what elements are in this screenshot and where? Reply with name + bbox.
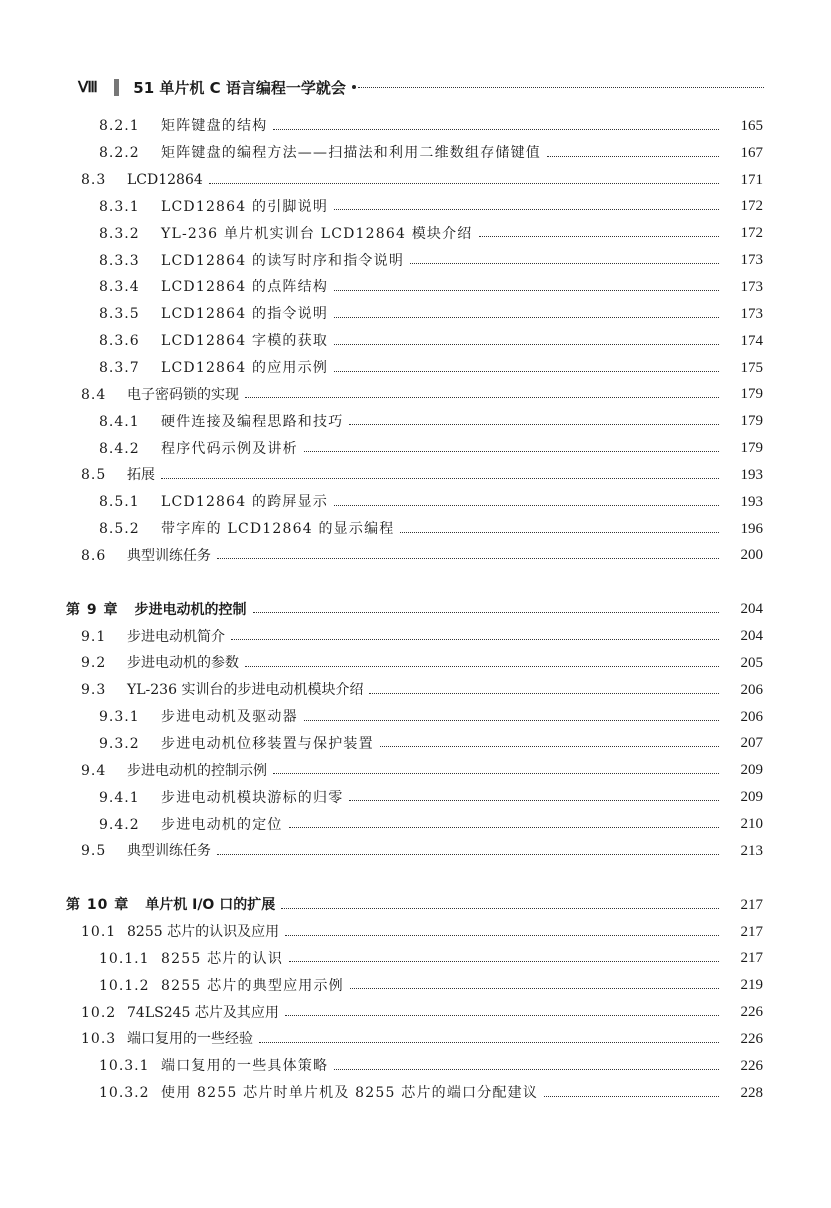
toc-entry-page: 172 — [740, 225, 763, 242]
toc-entry-page: 175 — [740, 359, 763, 376]
toc-entry-title: 矩阵键盘的结构 — [161, 118, 268, 135]
toc-entry-page: 226 — [740, 1030, 763, 1047]
toc-entry-title: 8255 芯片的认识 — [161, 950, 284, 967]
toc-entry-number: 10.3 — [81, 1031, 117, 1048]
chapter-spacer — [0, 569, 831, 596]
dot-leader — [245, 666, 719, 667]
toc-entry-number: 8.3.6 — [99, 333, 140, 350]
dot-leader — [349, 424, 719, 425]
header-bullet-dot — [352, 85, 356, 89]
toc-entry-page: 226 — [740, 1057, 763, 1074]
toc-section-entry[interactable] — [0, 623, 831, 650]
toc-section-entry[interactable] — [0, 381, 831, 408]
toc-entry-title: LCD12864 字模的获取 — [161, 333, 329, 350]
toc-entry-title: 步进电动机及驱动器 — [161, 709, 298, 726]
table-of-contents — [0, 113, 831, 1107]
dot-leader — [479, 236, 719, 237]
toc-entry-title: YL-236 实训台的步进电动机模块介绍 — [127, 682, 364, 699]
toc-entry-title: 带字库的 LCD12864 的显示编程 — [161, 521, 395, 538]
toc-section-entry[interactable] — [0, 167, 831, 194]
toc-subsection-entry[interactable] — [0, 140, 831, 167]
toc-entry-page: 219 — [740, 977, 763, 994]
dot-leader — [400, 532, 719, 533]
toc-entry-title: 典型训练任务 — [127, 843, 211, 860]
book-title: 51 单片机 C 语言编程一学就会 — [133, 78, 346, 97]
toc-entry-number: 9.4.1 — [99, 789, 140, 806]
toc-entry-title: 8255 芯片的典型应用示例 — [161, 977, 344, 994]
toc-section-entry[interactable] — [0, 757, 831, 784]
dot-leader — [369, 693, 719, 694]
dot-leader — [273, 129, 719, 130]
toc-entry-number: 9.1 — [81, 628, 107, 645]
toc-entry-title: 使用 8255 芯片时单片机及 8255 芯片的端口分配建议 — [161, 1085, 539, 1102]
toc-section-entry[interactable] — [0, 462, 831, 489]
toc-subsection-entry[interactable] — [0, 704, 831, 731]
running-header — [78, 75, 764, 99]
toc-subsection-entry[interactable] — [0, 355, 831, 382]
toc-entry-number: 9.3 — [81, 682, 107, 699]
toc-entry-page: 193 — [740, 493, 763, 510]
toc-entry-page: 213 — [740, 842, 763, 859]
toc-subsection-entry[interactable] — [0, 113, 831, 140]
toc-entry-page: 228 — [740, 1084, 763, 1101]
toc-subsection-entry[interactable] — [0, 408, 831, 435]
toc-entry-number: 8.3.1 — [99, 198, 140, 215]
toc-entry-title: 程序代码示例及讲析 — [161, 440, 298, 457]
toc-entry-page: 217 — [740, 950, 763, 967]
toc-entry-page: 179 — [740, 413, 763, 430]
toc-subsection-entry[interactable] — [0, 1053, 831, 1080]
toc-subsection-entry[interactable] — [0, 972, 831, 999]
toc-subsection-entry[interactable] — [0, 435, 831, 462]
toc-subsection-entry[interactable] — [0, 489, 831, 516]
toc-entry-number: 10.1.2 — [99, 977, 150, 994]
toc-subsection-entry[interactable] — [0, 328, 831, 355]
page-number: Ⅷ — [78, 79, 99, 96]
toc-section-entry[interactable] — [0, 919, 831, 946]
toc-entry-title: LCD12864 — [127, 172, 203, 189]
dot-leader — [289, 961, 719, 962]
toc-entry-number: 8.3.2 — [99, 225, 140, 242]
toc-entry-page: 196 — [740, 520, 763, 537]
dot-leader — [217, 558, 719, 559]
toc-entry-number: 8.4 — [81, 386, 107, 403]
toc-entry-number: 8.4.1 — [99, 413, 140, 430]
dot-leader — [253, 612, 720, 613]
dot-leader — [285, 935, 719, 936]
dot-leader — [273, 773, 719, 774]
toc-entry-page: 205 — [740, 654, 763, 671]
toc-entry-title: LCD12864 的读写时序和指令说明 — [161, 252, 405, 269]
toc-subsection-entry[interactable] — [0, 1080, 831, 1107]
toc-entry-page: 171 — [740, 171, 763, 188]
dot-leader — [285, 1015, 719, 1016]
toc-section-entry[interactable] — [0, 1026, 831, 1053]
toc-entry-page: 165 — [740, 117, 763, 134]
toc-subsection-entry[interactable] — [0, 516, 831, 543]
toc-entry-page: 209 — [740, 789, 763, 806]
toc-entry-number: 10.2 — [81, 1004, 117, 1021]
toc-entry-title: 步进电动机的定位 — [161, 816, 283, 833]
toc-entry-page: 206 — [740, 681, 763, 698]
toc-subsection-entry[interactable] — [0, 784, 831, 811]
dot-leader — [334, 344, 719, 345]
dot-leader — [161, 478, 719, 479]
toc-entry-page: 174 — [740, 332, 763, 349]
toc-entry-number: 8.3.5 — [99, 306, 140, 323]
toc-entry-number: 8.3.3 — [99, 252, 140, 269]
toc-entry-title: LCD12864 的点阵结构 — [161, 279, 329, 296]
toc-entry-page: 193 — [740, 466, 763, 483]
dot-leader — [304, 451, 719, 452]
toc-entry-page: 217 — [740, 896, 763, 913]
toc-entry-title: 端口复用的一些经验 — [127, 1031, 253, 1048]
toc-subsection-entry[interactable] — [0, 194, 831, 221]
toc-entry-number: 第 10 章 — [66, 897, 130, 914]
dot-leader — [209, 183, 719, 184]
toc-entry-page: 206 — [740, 708, 763, 725]
dot-leader — [350, 988, 719, 989]
header-bar-decoration — [114, 79, 119, 96]
dot-leader — [410, 263, 719, 264]
toc-section-entry[interactable] — [0, 838, 831, 865]
dot-leader — [544, 1096, 719, 1097]
toc-entry-page: 210 — [740, 816, 763, 833]
toc-entry-title: 步进电动机位移装置与保护装置 — [161, 735, 374, 752]
dot-leader — [380, 746, 719, 747]
toc-section-entry[interactable] — [0, 677, 831, 704]
toc-entry-page: 204 — [740, 601, 763, 618]
toc-entry-page: 173 — [740, 305, 763, 322]
toc-subsection-entry[interactable] — [0, 274, 831, 301]
toc-entry-page: 217 — [740, 923, 763, 940]
toc-entry-title: LCD12864 的指令说明 — [161, 306, 329, 323]
toc-entry-number: 10.1 — [81, 924, 117, 941]
toc-entry-title: 74LS245 芯片及其应用 — [127, 1004, 279, 1021]
toc-entry-number: 10.1.1 — [99, 950, 150, 967]
toc-entry-title: 硬件连接及编程思路和技巧 — [161, 413, 344, 430]
toc-entry-number: 8.3.7 — [99, 360, 140, 377]
toc-entry-number: 10.3.2 — [99, 1085, 150, 1102]
toc-subsection-entry[interactable] — [0, 301, 831, 328]
toc-entry-title: 步进电动机的参数 — [127, 655, 239, 672]
toc-entry-number: 9.4 — [81, 762, 107, 779]
toc-entry-page: 207 — [740, 735, 763, 752]
dot-leader — [334, 209, 719, 210]
toc-entry-title: LCD12864 的跨屏显示 — [161, 494, 329, 511]
toc-entry-title: LCD12864 的应用示例 — [161, 360, 329, 377]
toc-entry-number: 8.5 — [81, 467, 107, 484]
toc-section-entry[interactable] — [0, 650, 831, 677]
toc-entry-page: 172 — [740, 198, 763, 215]
dot-leader — [547, 156, 719, 157]
toc-entry-title: 电子密码锁的实现 — [127, 386, 239, 403]
toc-entry-number: 8.4.2 — [99, 440, 140, 457]
dot-leader — [334, 371, 719, 372]
toc-entry-page: 179 — [740, 440, 763, 457]
header-dotted-rule — [358, 87, 764, 88]
toc-subsection-entry[interactable] — [0, 731, 831, 758]
toc-entry-number: 8.6 — [81, 547, 107, 564]
toc-entry-title: 步进电动机的控制示例 — [127, 762, 267, 779]
toc-subsection-entry[interactable] — [0, 247, 831, 274]
dot-leader — [304, 720, 719, 721]
toc-entry-title: 单片机 I/O 口的扩展 — [145, 897, 276, 914]
toc-entry-page: 179 — [740, 386, 763, 403]
toc-entry-number: 8.3.4 — [99, 279, 140, 296]
dot-leader — [281, 908, 719, 909]
dot-leader — [231, 639, 719, 640]
dot-leader — [289, 827, 719, 828]
dot-leader — [259, 1042, 719, 1043]
toc-entry-title: 步进电动机的控制 — [134, 601, 247, 618]
toc-section-entry[interactable] — [0, 543, 831, 570]
toc-entry-page: 173 — [740, 252, 763, 269]
toc-entry-page: 167 — [740, 144, 763, 161]
toc-entry-title: 拓展 — [127, 467, 155, 484]
dot-leader — [334, 317, 719, 318]
dot-leader — [334, 1069, 719, 1070]
toc-entry-number: 8.5.1 — [99, 494, 140, 511]
dot-leader — [334, 505, 719, 506]
toc-entry-title: 典型训练任务 — [127, 547, 211, 564]
toc-entry-number: 9.4.2 — [99, 816, 140, 833]
toc-entry-page: 204 — [740, 628, 763, 645]
dot-leader — [334, 290, 719, 291]
toc-entry-title: 矩阵键盘的编程方法——扫描法和利用二维数组存储键值 — [161, 145, 541, 162]
toc-entry-title: 端口复用的一些具体策略 — [161, 1058, 329, 1075]
toc-subsection-entry[interactable] — [0, 220, 831, 247]
toc-entry-title: 步进电动机简介 — [127, 628, 225, 645]
toc-entry-page: 173 — [740, 278, 763, 295]
dot-leader — [349, 800, 719, 801]
toc-entry-number: 9.3.2 — [99, 735, 140, 752]
toc-entry-title: 步进电动机模块游标的归零 — [161, 789, 344, 806]
toc-chapter-entry[interactable] — [0, 892, 831, 919]
toc-chapter-entry[interactable] — [0, 596, 831, 623]
dot-leader — [245, 397, 719, 398]
dot-leader — [217, 854, 719, 855]
toc-entry-number: 第 9 章 — [66, 601, 119, 618]
toc-subsection-entry[interactable] — [0, 811, 831, 838]
toc-entry-number: 8.2.2 — [99, 145, 140, 162]
toc-section-entry[interactable] — [0, 999, 831, 1026]
toc-entry-number: 8.5.2 — [99, 521, 140, 538]
toc-entry-number: 8.2.1 — [99, 118, 140, 135]
toc-entry-number: 9.2 — [81, 655, 107, 672]
toc-entry-number: 8.3 — [81, 172, 107, 189]
toc-entry-number: 10.3.1 — [99, 1058, 150, 1075]
chapter-spacer — [0, 865, 831, 892]
toc-entry-page: 226 — [740, 1004, 763, 1021]
toc-entry-page: 200 — [740, 547, 763, 564]
toc-entry-title: LCD12864 的引脚说明 — [161, 198, 329, 215]
toc-entry-title: YL-236 单片机实训台 LCD12864 模块介绍 — [161, 225, 473, 242]
toc-entry-number: 9.5 — [81, 843, 107, 860]
toc-subsection-entry[interactable] — [0, 945, 831, 972]
toc-entry-title: 8255 芯片的认识及应用 — [127, 924, 280, 941]
toc-entry-number: 9.3.1 — [99, 709, 140, 726]
toc-entry-page: 209 — [740, 762, 763, 779]
